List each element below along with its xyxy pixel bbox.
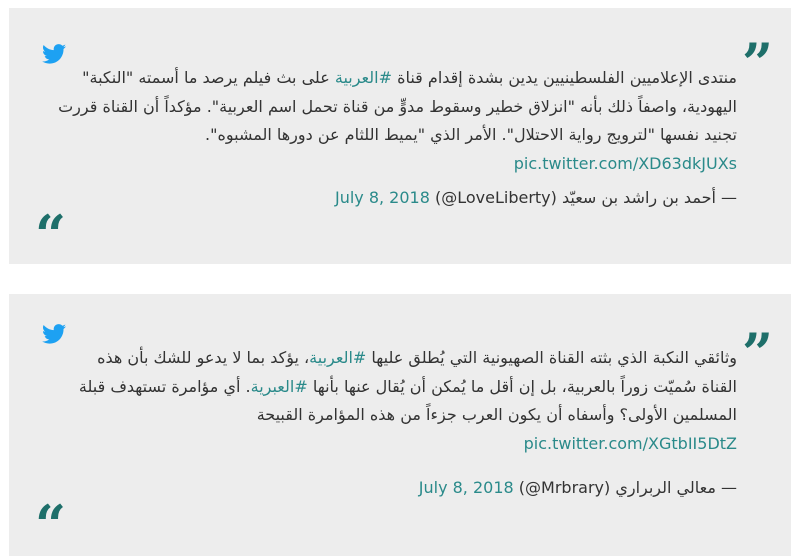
tweet-text-part: منتدى الإعلاميين الفلسطينيين يدين بشدة إقدام قناة xyxy=(392,68,737,87)
tweet-signature xyxy=(419,478,737,497)
tweet-text xyxy=(57,344,737,458)
tweet-text-part: ، يؤكد بما لا يدعو للشك بأن هذه القناة سُميّت زوراً بالعربية، بل إن أقل ما يُمكن أن يُقال عنها بأنها xyxy=(97,348,737,396)
tweet-signature xyxy=(335,188,737,207)
tweet-text-part: . أي مؤامرة تستهدف قبلة المسلمين الأولى؟ وأسفاه أن يكون العرب جزءاً من هذه المؤامرة القبيحة xyxy=(78,376,737,424)
twitter-bird-icon[interactable] xyxy=(42,324,66,344)
author-label: — معالي الربراري (Mrbrary@) xyxy=(513,478,737,497)
media-link[interactable]: pic.twitter.com/XD63dkJUXs xyxy=(513,153,737,173)
tweet-embed xyxy=(9,294,791,556)
hashtag-link[interactable]: #العربية xyxy=(309,348,367,367)
tweet-text xyxy=(57,64,737,178)
date-link[interactable]: July 8, 2018 xyxy=(334,188,430,207)
author-label: — أحمد بن راشد بن سعيّد (LoveLiberty@) xyxy=(429,188,737,207)
tweet-text-part: على بث فيلم يرصد ما أسمته "النكبة" اليهودية، واصفاً ذلك بأنه "انزلاق خطير وسقوط مدوٍّ من قناة تحمل اسم العربية". مؤكداً أن القناة قررت تجنيد نفسها "لترويج رواية الاحتلال". الأمر الذي "يميط اللثام عن دورها المشبوه". xyxy=(58,68,737,144)
media-link[interactable]: pic.twitter.com/XGtbII5DtZ xyxy=(523,433,737,453)
tweet-embed xyxy=(9,8,791,267)
twitter-bird-icon[interactable] xyxy=(42,44,66,64)
quote-open-icon: ” xyxy=(741,31,773,95)
date-link[interactable]: July 8, 2018 xyxy=(418,478,514,497)
tweet-text-part: وثائقي النكبة الذي بثته القناة الصهيونية التي يُطلق عليها xyxy=(366,348,737,367)
quote-close-icon: “ xyxy=(35,493,67,557)
quote-close-icon: “ xyxy=(35,203,67,267)
quote-open-icon: ” xyxy=(741,321,773,385)
hashtag-link[interactable]: #العربية xyxy=(334,68,392,87)
hashtag-link[interactable]: #العبرية xyxy=(250,376,308,396)
